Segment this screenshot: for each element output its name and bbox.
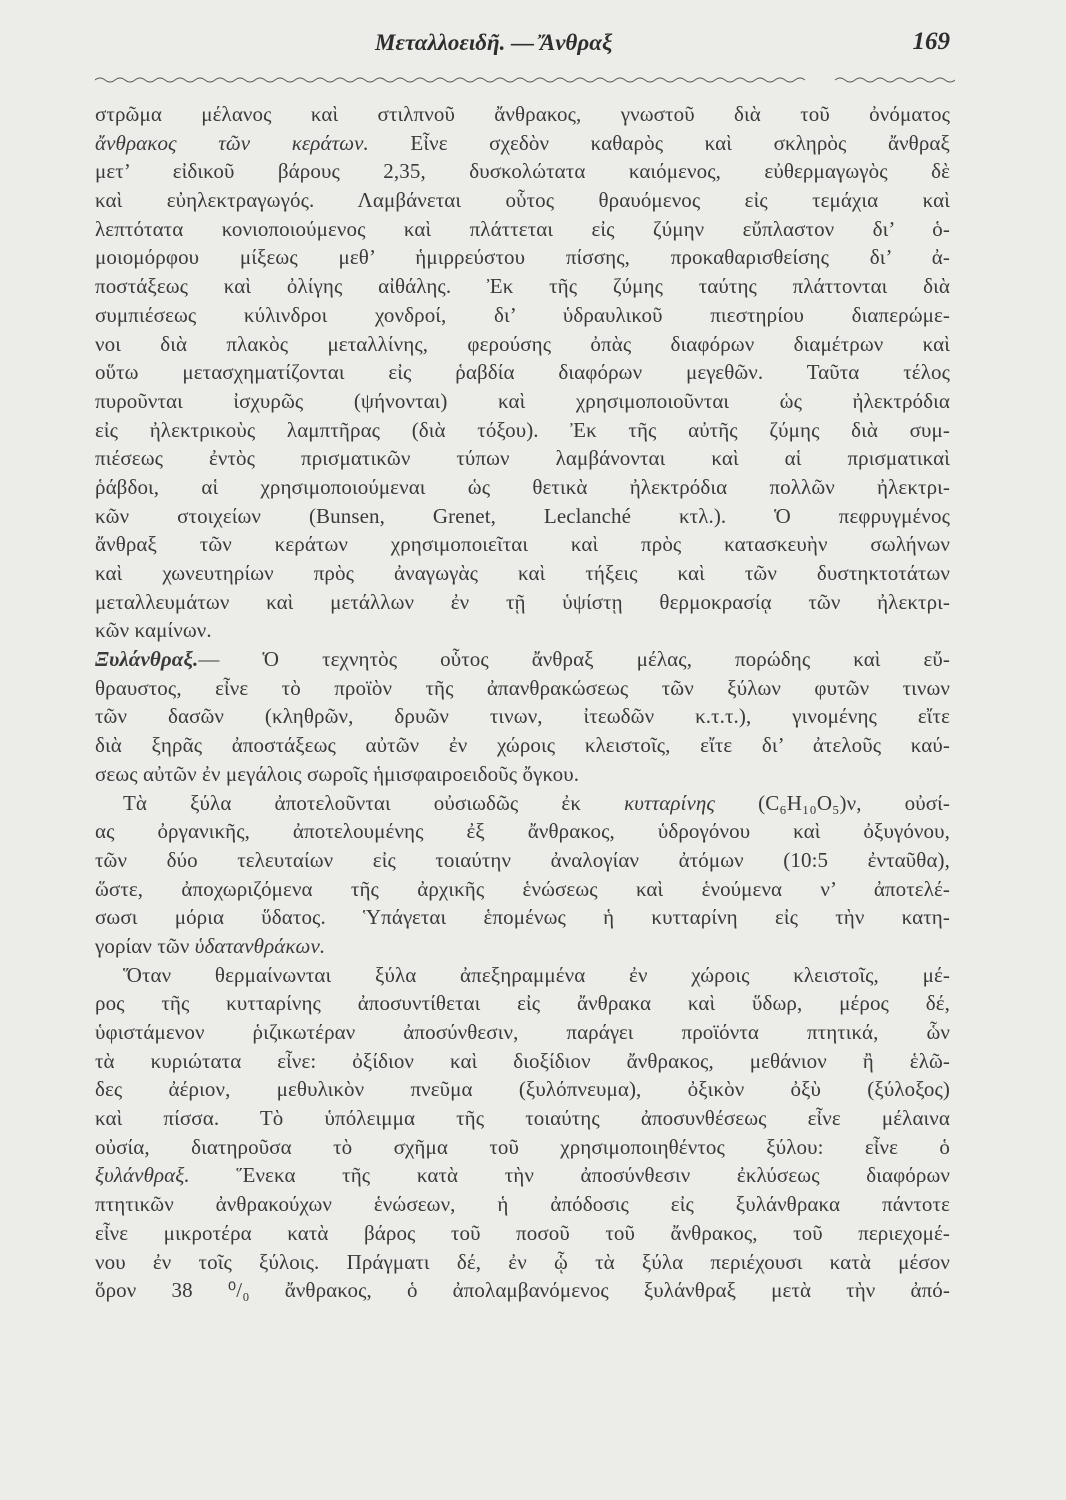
text-line: [95, 875, 950, 904]
line-text: ἄνθραξ τῶν κεράτων χρησιμοποιεῖται καὶ πρὸς κατασκευὴν σωλήνων: [95, 532, 950, 557]
text-line: [95, 760, 950, 789]
text-line: [95, 961, 950, 990]
text-line: [95, 100, 950, 129]
line-text: θραυστος, εἶνε τὸ προϊὸν τῆς ἀπανθρακώσεως τῶν ξύλων φυτῶν τινων: [95, 675, 950, 700]
text-line: [95, 330, 950, 359]
line-text: Εἶνε σχεδὸν καθαρὸς καὶ σκληρὸς ἄνθραξ: [368, 130, 950, 155]
section-heading: Ξυλάνθραξ.: [95, 647, 199, 672]
line-text: τῶν δύο τελευταίων εἰς τοιαύτην ἀναλογίαν ἀτόμων (10:5 ἐνταῦθα),: [95, 847, 950, 872]
line-text: εἰς ἠλεκτρικοὺς λαμπτῆρας (διὰ τόξου). Ἐκ τῆς αὐτῆς ζύμης διὰ συμ-: [95, 417, 950, 442]
line-text: ὅρον 38 ⁰/₀ ἄνθρακος, ὁ ἀπολαμβανόμενος ξυλάνθραξ μετὰ τὴν ἀπό-: [95, 1278, 950, 1303]
text-line: [95, 1133, 950, 1162]
text-line: [95, 1104, 950, 1133]
line-text: ὑφιστάμενον ῥιζικωτέραν ἀποσύνθεσιν, παράγει προϊόντα πτητικά, ὧν: [95, 1020, 950, 1044]
text-line: [95, 416, 950, 445]
line-text: πτητικῶν ἀνθρακούχων ἑνώσεων, ἡ ἀπόδοσις εἰς ξυλάνθρακα πάντοτε: [95, 1192, 950, 1217]
text-line: [95, 1276, 950, 1305]
text-line: [95, 846, 950, 875]
page-header: [95, 30, 950, 70]
line-text: εἶνε μικροτέρα κατὰ βάρος τοῦ ποσοῦ τοῦ ἄνθρακος, τοῦ περιεχομέ-: [95, 1220, 950, 1245]
line-text: γορίαν τῶν: [95, 933, 190, 958]
text-line: [95, 530, 950, 559]
line-text: καὶ πίσσα. Τὸ ὑπόλειμμα τῆς τοιαύτης ἀποσυνθέσεως εἶνε μέλαινα: [95, 1106, 950, 1131]
text-line: [95, 817, 950, 846]
italic-term: ἄνθρακος τῶν κεράτων.: [95, 130, 369, 155]
page-number: 169: [912, 28, 950, 55]
line-text: ρος τῆς κυτταρίνης ἀποσυντίθεται εἰς ἄνθρακα καὶ ὕδωρ, μέρος δέ,: [95, 991, 950, 1016]
line-text: σωσι μόρια ὕδατος. Ὑπάγεται ἑπομένως ἡ κυτταρίνη εἰς τὴν κατη-: [95, 905, 950, 930]
running-title: Μεταλλοειδῆ. — Ἄνθραξ: [375, 30, 613, 55]
line-text: τὰ κυριώτατα εἶνε: ὀξίδιον καὶ διοξίδιον ἄνθρακος, μεθάνιον ἢ ἑλῶ-: [95, 1048, 950, 1073]
text-line: [95, 702, 950, 731]
line-text: (C₆H₁₀O₅)ν, οὐσί-: [715, 790, 950, 815]
line-text: ῥάβδοι, αἱ χρησιμοποιούμεναι ὡς θετικὰ ἠλεκτρόδια πολλῶν ἠλεκτρι-: [95, 474, 950, 499]
line-text: διὰ ξηρᾶς ἀποστάξεως αὐτῶν ἐν χώροις κλειστοῖς, εἴτε δι’ ἀτελοῦς καύ-: [95, 733, 950, 758]
line-text: μετ’ εἰδικοῦ βάρους 2,35, δυσκολώτατα καιόμενος, εὐθερμαγωγὸς δὲ: [95, 159, 950, 184]
text-line: [95, 1047, 950, 1076]
line-text: κῶν στοιχείων (Bunsen, Grenet, Leclanché κτλ.). Ὁ πεφρυγμένος: [95, 503, 950, 528]
text-line: [95, 473, 950, 502]
text-line: [95, 186, 950, 215]
text-line: [95, 674, 950, 703]
text-line: [95, 903, 950, 932]
text-line: [95, 616, 950, 645]
text-line: [95, 1190, 950, 1219]
line-text: σεως αὐτῶν ἐν μεγάλοις σωροῖς ἡμισφαιροειδοῦς ὄγκου.: [95, 761, 580, 786]
text-line: [95, 789, 950, 818]
text-line: [95, 129, 950, 158]
line-text: στρῶμα μέλανος καὶ στιλπνοῦ ἄνθρακος, γνωστοῦ διὰ τοῦ ὀνόματος: [95, 102, 950, 126]
line-text: Ἕνεκα τῆς κατὰ τὴν ἀποσύνθεσιν ἐκλύσεως διαφόρων: [189, 1163, 950, 1188]
text-line: [95, 731, 950, 760]
text-line: [95, 645, 950, 674]
line-text: ποστάξεως καὶ ὀλίγης αἰθάλης. Ἐκ τῆς ζύμης ταύτης πλάττονται διὰ: [95, 274, 950, 299]
line-text: συμπιέσεως κύλινδροι χονδροί, δι’ ὑδραυλικοῦ πιεστηρίου διαπερώμε-: [95, 302, 950, 327]
line-text: μοιομόρφου μίξεως μεθ’ ἡμιρρεύστου πίσσης, προκαθαρισθείσης δι’ ἀ-: [95, 245, 950, 270]
text-line: [95, 588, 950, 617]
text-line: [95, 1248, 950, 1277]
line-text: πιέσεως ἐντὸς πρισματικῶν τύπων λαμβάνονται καὶ αἱ πρισματικαὶ: [95, 446, 950, 471]
line-text: νοι διὰ πλακὸς μεταλλίνης, φερούσης ὀπὰς διαφόρων διαμέτρων καὶ: [95, 331, 950, 356]
line-text: μεταλλευμάτων καὶ μετάλλων ἐν τῇ ὑψίστῃ θερμοκρασίᾳ τῶν ἠλεκτρι-: [95, 589, 950, 614]
line-text: κῶν καμίνων.: [95, 618, 212, 643]
text-line: [95, 1161, 950, 1190]
italic-term: ξυλάνθραξ.: [95, 1163, 190, 1188]
text-line: [95, 215, 950, 244]
text-line: [95, 358, 950, 387]
line-text: καὶ εὐηλεκτραγωγός. Λαμβάνεται οὗτος θραυόμενος εἰς τεμάχια καὶ: [95, 188, 950, 213]
text-line: [95, 387, 950, 416]
text-line: [95, 1075, 950, 1104]
line-text: νου ἐν τοῖς ξύλοις. Πράγματι δέ, ἐν ᾧ τὰ ξύλα περιέχουσι κατὰ μέσον: [95, 1249, 950, 1274]
line-text: Ὅταν θερμαίνωνται ξύλα ἀπεξηραμμένα ἐν χώροις κλειστοῖς, μέ-: [123, 962, 950, 987]
text-line: [95, 301, 950, 330]
text-line: [95, 243, 950, 272]
line-text: λεπτότατα κονιοποιούμενος καὶ πλάττεται εἰς ζύμην εὔπλαστον δι’ ὁ-: [95, 216, 950, 241]
text-line: [95, 444, 950, 473]
line-text: δες ἀέριον, μεθυλικὸν πνεῦμα (ξυλόπνευμα), ὀξικὸν ὀξὺ (ξύλοξος): [95, 1077, 950, 1102]
text-line: [95, 157, 950, 186]
text-line: [95, 932, 950, 961]
line-text: ὥστε, ἀποχωριζόμενα τῆς ἀρχικῆς ἑνώσεως καὶ ἑνούμενα ν’ ἀποτελέ-: [95, 876, 950, 901]
line-text: — Ὁ τεχνητὸς οὗτος ἄνθραξ μέλας, πορώδης καὶ εὔ-: [198, 647, 950, 672]
text-line: [95, 559, 950, 588]
decorative-wavy-rule: [95, 75, 955, 85]
line-text: τῶν δασῶν (κληθρῶν, δρυῶν τινων, ἰτεωδῶν κ.τ.τ.), γινομένης εἴτε: [95, 704, 950, 729]
line-text: οὕτω μετασχηματίζονται εἰς ῥαβδία διαφόρων μεγεθῶν. Ταῦτα τέλος: [95, 360, 950, 385]
text-line: [95, 1018, 950, 1047]
line-text: ας ὀργανικῆς, ἀποτελουμένης ἐξ ἄνθρακος, ὑδρογόνου καὶ ὀξυγόνου,: [95, 819, 950, 844]
line-text: οὐσία, διατηροῦσα τὸ σχῆμα τοῦ χρησιμοποιηθέντος ξύλου: εἶνε ὁ: [95, 1134, 950, 1159]
body-text: [95, 100, 950, 1305]
italic-term: ὑδατανθράκων.: [189, 933, 326, 958]
text-line: [95, 989, 950, 1018]
line-text: πυροῦνται ἰσχυρῶς (ψήνονται) καὶ χρησιμοποιοῦνται ὡς ἠλεκτρόδια: [95, 388, 950, 413]
line-text: Τὰ ξύλα ἀποτελοῦνται οὐσιωδῶς ἐκ: [123, 790, 582, 815]
line-text: καὶ χωνευτηρίων πρὸς ἀναγωγὰς καὶ τήξεις καὶ τῶν δυστηκτοτάτων: [95, 561, 950, 585]
text-line: [95, 272, 950, 301]
text-line: [95, 1219, 950, 1248]
text-line: [95, 502, 950, 531]
italic-term: κυτταρίνης: [581, 790, 716, 815]
